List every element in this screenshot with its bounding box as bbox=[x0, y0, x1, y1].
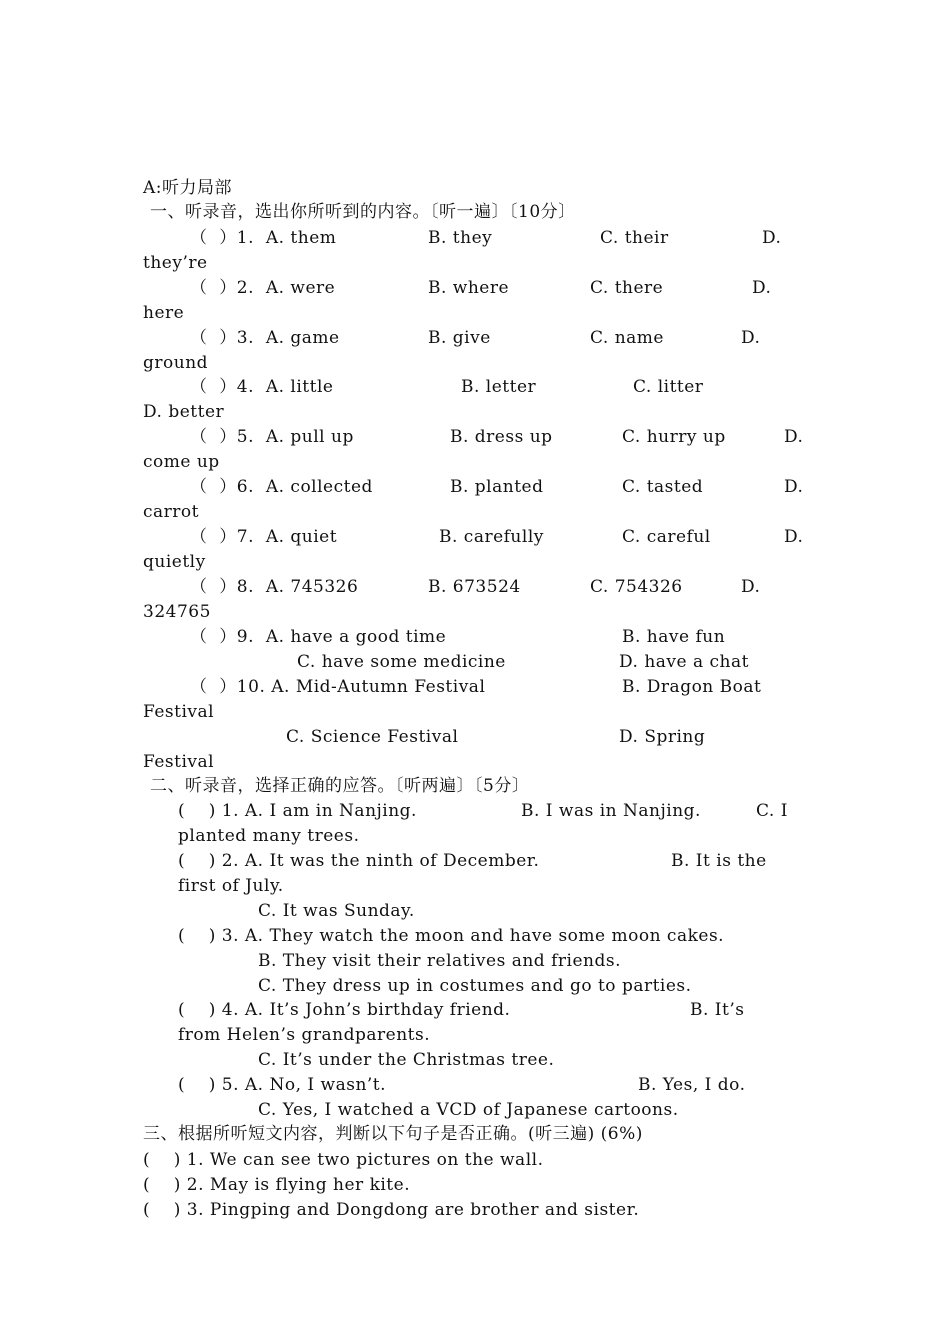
s1-q7-option-a: （ ）7. A. quiet bbox=[190, 527, 338, 547]
s2-q5-option-c: C. Yes, I watched a VCD of Japanese cartoons. bbox=[258, 1100, 679, 1120]
s1-q2-option-a: （ ）2. A. were bbox=[190, 278, 336, 298]
s2-q3-option-a: ( ) 3. A. They watch the moon and have some moon cakes. bbox=[178, 926, 725, 946]
s2-q4-option-a: ( ) 4. A. It’s John’s birthday friend. bbox=[178, 1000, 511, 1020]
section2-heading: 二、听录音，选择正确的应答。〔听两遍〕〔5分〕 bbox=[150, 776, 530, 796]
s1-q1-option-c: C. their bbox=[600, 228, 669, 248]
s3-q2: ( ) 2. May is flying her kite. bbox=[143, 1175, 411, 1195]
s1-q3-option-a: （ ）3. A. game bbox=[190, 328, 340, 348]
s1-q2-option-c: C. there bbox=[590, 278, 664, 298]
s2-q3-option-c: C. They dress up in costumes and go to parties. bbox=[258, 976, 692, 996]
s1-q10-option-d: D. Spring bbox=[619, 727, 706, 747]
s1-q10-option-c: C. Science Festival bbox=[286, 727, 459, 747]
s2-q2-option-b: B. It is the bbox=[671, 851, 767, 871]
s3-q3: ( ) 3. Pingping and Dongdong are brother and sister. bbox=[143, 1200, 640, 1220]
s1-q8-wrap: 324765 bbox=[143, 602, 211, 622]
s1-q5-option-d: D. bbox=[784, 427, 804, 447]
s2-q1-option-c: C. I bbox=[756, 801, 788, 821]
s1-q6-option-b: B. planted bbox=[450, 477, 544, 497]
s1-q7-option-c: C. careful bbox=[622, 527, 711, 547]
s1-q10-wrap: Festival bbox=[143, 702, 215, 722]
s1-q9-option-b: B. have fun bbox=[622, 627, 726, 647]
s1-q8-option-b: B. 673524 bbox=[428, 577, 521, 597]
s1-q9-option-c: C. have some medicine bbox=[297, 652, 506, 672]
s1-q9-option-a: （ ）9. A. have a good time bbox=[190, 627, 447, 647]
s2-q5-option-b: B. Yes, I do. bbox=[638, 1075, 746, 1095]
s1-q7-option-b: B. carefully bbox=[439, 527, 544, 547]
s1-q1-option-b: B. they bbox=[428, 228, 493, 248]
s1-q8-option-a: （ ）8. A. 745326 bbox=[190, 577, 359, 597]
s1-q3-option-d: D. bbox=[741, 328, 761, 348]
section1-heading: 一、听录音，选出你所听到的内容。〔听一遍〕〔10分〕 bbox=[150, 202, 576, 222]
s1-q6-option-d: D. bbox=[784, 477, 804, 497]
s3-q1: ( ) 1. We can see two pictures on the wall. bbox=[143, 1150, 544, 1170]
s1-q10-wrap2: Festival bbox=[143, 752, 215, 772]
s2-q1-option-a: ( ) 1. A. I am in Nanjing. bbox=[178, 801, 417, 821]
s1-q5-option-a: （ ）5. A. pull up bbox=[190, 427, 354, 447]
s1-q7-option-d: D. bbox=[784, 527, 804, 547]
s1-q1-wrap: they’re bbox=[143, 253, 208, 273]
s1-q2-wrap: here bbox=[143, 303, 185, 323]
s1-q6-option-c: C. tasted bbox=[622, 477, 704, 497]
s1-q3-wrap: ground bbox=[143, 353, 209, 373]
s1-q2-option-d: D. bbox=[752, 278, 772, 298]
s1-q10-option-b: B. Dragon Boat bbox=[622, 677, 762, 697]
s1-q4-wrap: D. better bbox=[143, 402, 225, 422]
s1-q2-option-b: B. where bbox=[428, 278, 510, 298]
s1-q5-option-c: C. hurry up bbox=[622, 427, 726, 447]
s1-q4-option-b: B. letter bbox=[461, 377, 537, 397]
s2-q2-option-a: ( ) 2. A. It was the ninth of December. bbox=[178, 851, 540, 871]
s2-q3-option-b: B. They visit their relatives and friends. bbox=[258, 951, 621, 971]
s1-q8-option-c: C. 754326 bbox=[590, 577, 683, 597]
s2-q4-wrap: from Helen’s grandparents. bbox=[178, 1025, 431, 1045]
s1-q5-option-b: B. dress up bbox=[450, 427, 553, 447]
section3-heading: 三、根据所听短文内容，判断以下句子是否正确。(听三遍) (6%) bbox=[143, 1124, 643, 1144]
s1-q10-option-a: （ ）10. A. Mid-Autumn Festival bbox=[190, 677, 486, 697]
s2-q1-wrap: planted many trees. bbox=[178, 826, 360, 846]
s1-q6-option-a: （ ）6. A. collected bbox=[190, 477, 373, 497]
s2-q2-option-c: C. It was Sunday. bbox=[258, 901, 415, 921]
s1-q7-wrap: quietly bbox=[143, 552, 206, 572]
s1-q5-wrap: come up bbox=[143, 452, 220, 472]
s2-q2-wrap: first of July. bbox=[178, 876, 284, 896]
s1-q4-option-c: C. litter bbox=[633, 377, 704, 397]
s1-q3-option-c: C. name bbox=[590, 328, 664, 348]
s1-q6-wrap: carrot bbox=[143, 502, 199, 522]
s1-q8-option-d: D. bbox=[741, 577, 761, 597]
s1-q4-option-a: （ ）4. A. little bbox=[190, 377, 334, 397]
s2-q4-option-c: C. It’s under the Christmas tree. bbox=[258, 1050, 555, 1070]
s1-q1-option-d: D. bbox=[762, 228, 782, 248]
s1-q1-option-a: （ ）1. A. them bbox=[190, 228, 337, 248]
s1-q3-option-b: B. give bbox=[428, 328, 491, 348]
part-title: A:听力局部 bbox=[143, 178, 233, 198]
s2-q5-option-a: ( ) 5. A. No, I wasn’t. bbox=[178, 1075, 387, 1095]
s2-q1-option-b: B. I was in Nanjing. bbox=[521, 801, 701, 821]
s2-q4-option-b: B. It’s bbox=[690, 1000, 745, 1020]
s1-q9-option-d: D. have a chat bbox=[619, 652, 749, 672]
